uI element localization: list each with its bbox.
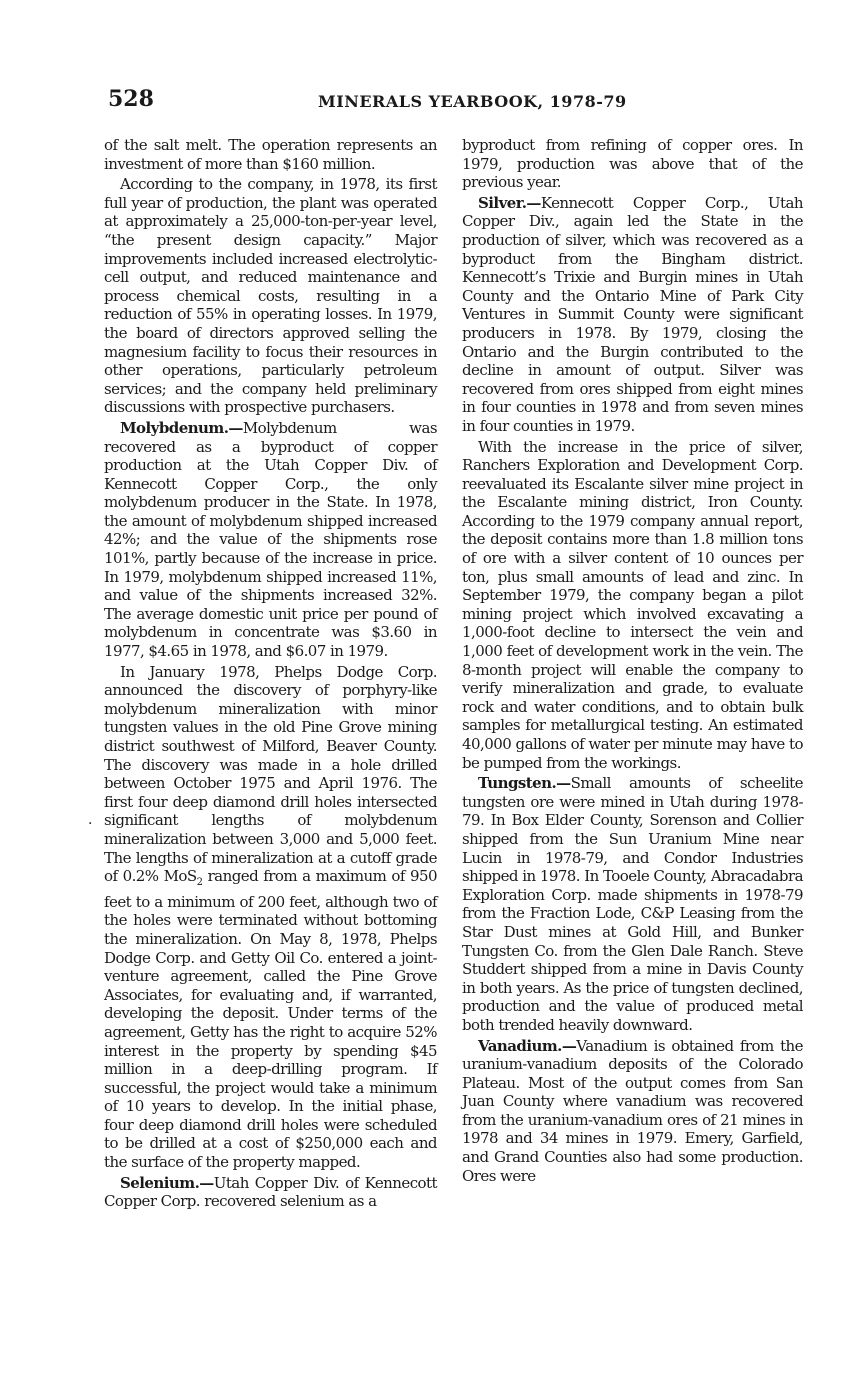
pine-grove-paragraph	[104, 663, 437, 1172]
vanadium-heading: Vanadium.—	[478, 1036, 577, 1055]
silver-paragraph	[462, 194, 803, 436]
right-paragraph-1: byproduct from refining of copper ores. In 1979, production was above that of the previous year.	[462, 136, 803, 192]
silver-text: Kennecott Copper Corp., Utah Copper Div., again led the State in the production of silver, which was recovered as a byproduct from the Bingham district. Kennecott’s Trixie and Burgin mines in Utah County and the Ontario Mine of Park City Ventures in Summit County were significant producers in 1978. By 1979, closing the Ontario and the Burgin contributed to the decline in amount of output. Silver was recovered from ores shipped from eight mines in four counties in 1978 and from seven mines in four counties in 1979.	[462, 193, 803, 435]
subscript-2: 2	[196, 877, 203, 889]
vanadium-text: Vanadium is obtained from the uranium-vanadium deposits of the Colorado Plateau. Most of the output comes from San Juan County where vanadium was recovered from the uranium-vanadium ores of 21 mines in 1978 and 34 mines in 1979. Emery, Garfield, and Grand Counties also had some production. Ores were	[462, 1036, 803, 1185]
left-column	[104, 136, 437, 1211]
margin-mark: ·	[88, 816, 93, 832]
running-head: MINERALS YEARBOOK, 1978-79	[318, 92, 627, 111]
pine-grove-text-part1: In January 1978, Phelps Dodge Corp. announced the discovery of porphyry-like molybdenum mineralization with minor tungsten values in the old Pine Grove mining district southwest of Milford, Beaver County. The discovery was made in a hole drilled between October 1975 and April 1976. The first four deep diamond drill holes intersected significant lengths of molybdenum mineralization between 3,000 and 5,000 feet. The lengths of mineralization at a cutoff grade of 0.2% MoS	[104, 662, 437, 886]
silver-heading: Silver.—	[478, 193, 541, 212]
selenium-paragraph	[104, 1174, 437, 1211]
tungsten-heading: Tungsten.—	[478, 774, 571, 793]
molybdenum-heading: Molybdenum.—	[120, 418, 243, 437]
left-paragraph-2: According to the company, in 1978, its first full year of production, the plant was operated at approximately a 25,000-ton-per-year level, “the present design capacity.” Major improvements included increased electrolytic-cell output, and reduced maintenance and process chemical costs, resulting in a reduction of 55% in operating losses. In 1979, the board of directors approved selling the magnesium facility to focus their resources in other operations, particularly petroleum services; and the company held preliminary discussions with prospective purchasers.	[104, 175, 437, 417]
right-column	[462, 136, 803, 1185]
tungsten-text: Small amounts of scheelite tungsten ore were mined in Utah during 1978-79. In Box Elder County, Sorenson and Collier shipped from the Sun Uranium Mine near Lucin in 1978-79, and Condor Industries shipped in 1978. In Tooele County, Abracadabra Exploration Corp. made shipments in 1978-79 from the Fraction Lode, C&P Leasing from the Star Dust mines at Gold Hill, and Bunker Tungsten Co. from the Glen Dale Ranch. Steve Studdert shipped from a mine in Davis County in both years. As the price of tungsten declined, production and the value of produced metal both trended heavily downward.	[462, 774, 803, 1034]
vanadium-paragraph	[462, 1037, 803, 1186]
page-number: 528	[108, 86, 154, 112]
selenium-text: Utah Copper Div. of Kennecott Copper Corp. recovered selenium as a	[104, 1173, 437, 1211]
left-paragraph-1: of the salt melt. The operation represents an investment of more than $160 million.	[104, 136, 437, 173]
selenium-heading: Selenium.—	[120, 1173, 214, 1192]
molybdenum-paragraph	[104, 419, 437, 661]
escalante-paragraph: With the increase in the price of silver, Ranchers Exploration and Development Corp. reevaluated its Escalante silver mine project in the Escalante mining district, Iron County. According to the 1979 company annual report, the deposit contains more than 1.8 million tons of ore with a silver content of 10 ounces per ton, plus small amounts of lead and zinc. In September 1979, the company began a pilot mining project which involved excavating a 1,000-foot decline to intersect the vein and 1,000 feet of development work in the vein. The 8-month project will enable the company to verify mineralization and grade, to evaluate rock and water conditions, and to obtain bulk samples for metallurgical testing. An estimated 40,000 gallons of water per minute may have to be pumped from the workings.	[462, 437, 803, 772]
pine-grove-text-part2: ranged from a maximum of 950 feet to a minimum of 200 feet, although two of the holes were terminated without bottoming the mineralization. On May 8, 1978, Phelps Dodge Corp. and Getty Oil Co. entered a joint-venture agreement, called the Pine Grove Associates, for evaluating and, if warranted, developing the deposit. Under terms of the agreement, Getty has the right to acquire 52% interest in the property by spending $45 million in a deep-drilling program. If successful, the project would take a minimum of 10 years to develop. In the initial phase, four deep diamond drill holes were scheduled to be drilled at a cost of $250,000 each and the surface of the property mapped.	[104, 867, 437, 1172]
tungsten-paragraph	[462, 774, 803, 1034]
molybdenum-text: Molybdenum was recovered as a byproduct of copper production at the Utah Copper Div. of Kennecott Copper Corp., the only molybdenum producer in the State. In 1978, the amount of molybdenum shipped increased 42%; and the value of the shipments rose 101%, partly because of the increase in price. In 1979, molybdenum shipped increased 11%, and value of the shipments increased 32%. The average domestic unit price per pound of molybdenum in concentrate was $3.60 in 1977, $4.65 in 1978, and $6.07 in 1979.	[104, 418, 437, 661]
